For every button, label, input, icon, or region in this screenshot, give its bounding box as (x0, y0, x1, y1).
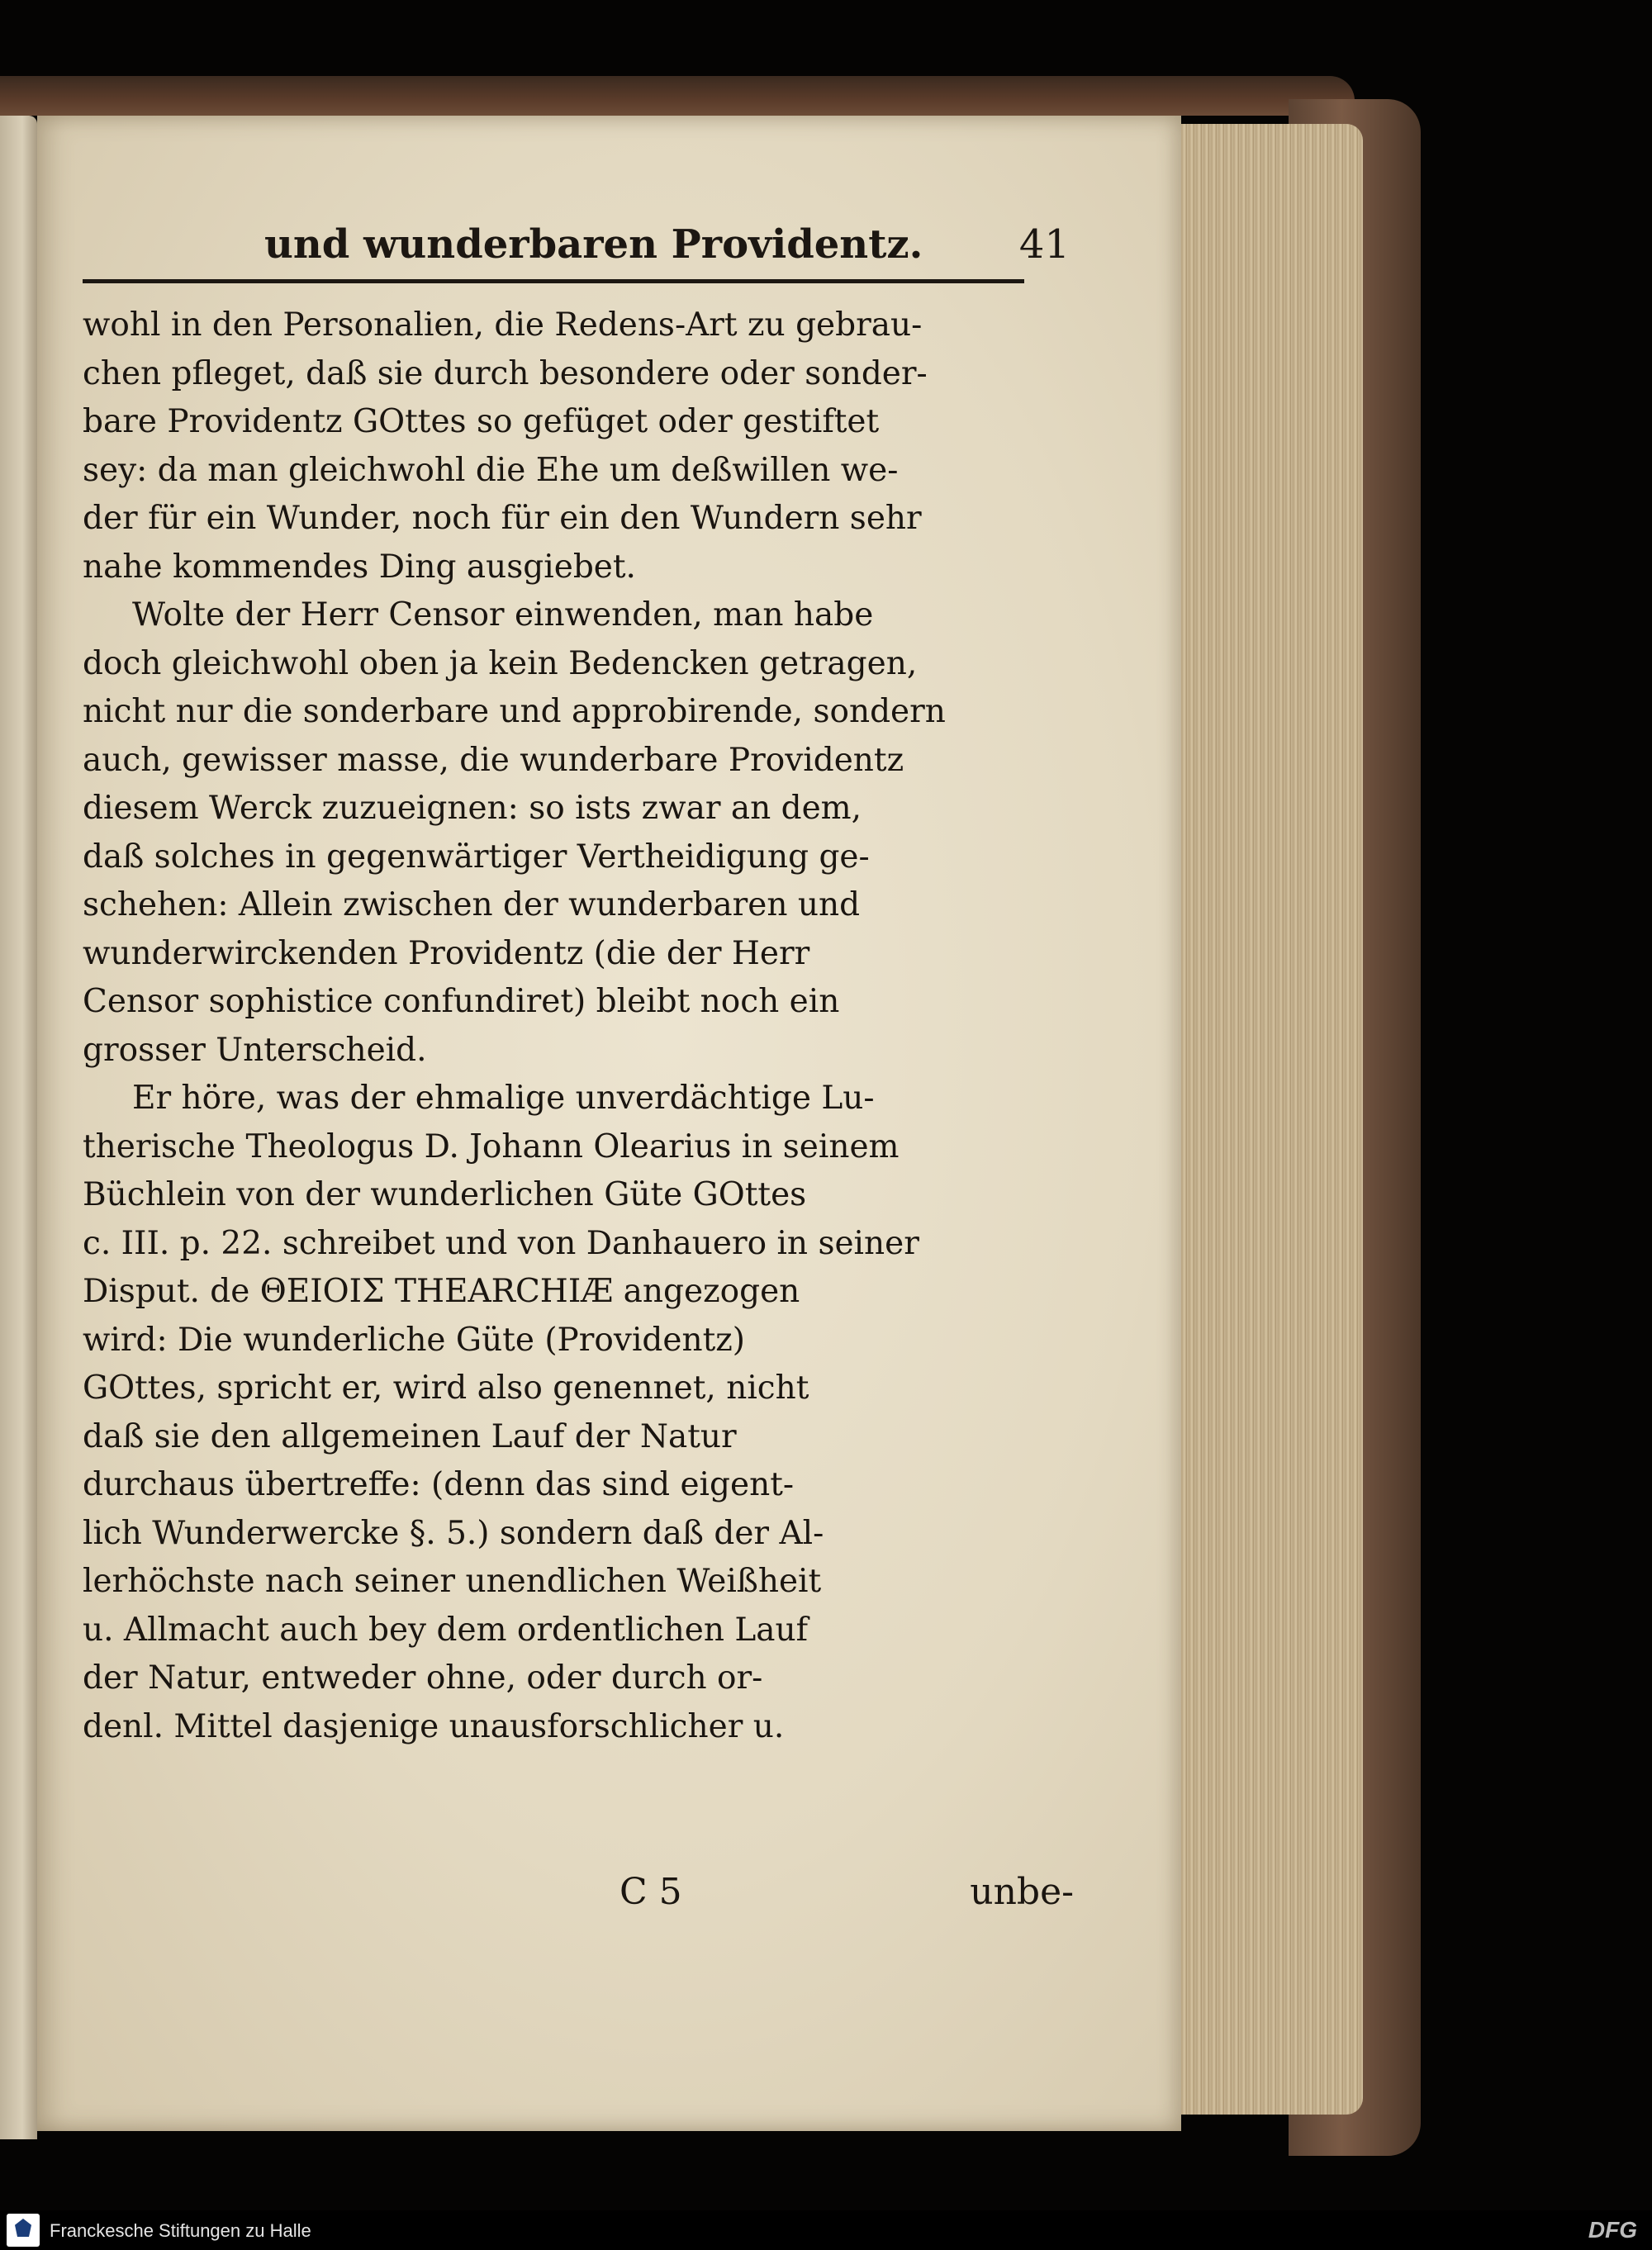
page-edges (1165, 124, 1363, 2115)
header-rule (83, 279, 1024, 283)
catchword: unbe- (970, 1871, 1074, 1913)
text-line: u. Allmacht auch bey dem ordentlichen Lauf (83, 1611, 809, 1649)
text-line: diesem Werck zuzueignen: so ists zwar an dem, (83, 790, 862, 827)
text-line: lerhöchste nach seiner unendlichen Weißheit (83, 1563, 822, 1600)
book-page (37, 116, 1181, 2131)
text-line: der für ein Wunder, noch für ein den Wundern sehr (83, 500, 922, 537)
text-line: durchaus übertreffe: (denn das sind eigent- (83, 1466, 795, 1503)
text-line: schehen: Allein zwischen der wunderbaren und (83, 886, 861, 923)
body-text (83, 301, 1074, 1751)
text-line: Büchlein von der wunderlichen Güte GOttes (83, 1176, 807, 1213)
text-line: daß solches in gegenwärtiger Vertheidigung ge- (83, 838, 870, 876)
text-line: bare Providentz GOttes so gefüget oder gestiftet (83, 403, 880, 440)
text-line: daß sie den allgemeinen Lauf der Natur (83, 1417, 737, 1455)
page-header (227, 213, 1070, 287)
text-line: sey: da man gleichwohl die Ehe um deßwillen we- (83, 451, 899, 489)
text-line: der Natur, entweder ohne, oder durch or- (83, 1659, 763, 1697)
institution-logo-icon (7, 2214, 40, 2247)
text-line: GOttes, spricht er, wird also genennet, nicht (83, 1369, 809, 1407)
running-title: und wunderbaren Providentz. (264, 221, 923, 268)
text-line: chen pfleget, daß sie durch besondere oder sonder- (83, 354, 928, 392)
text-line: wohl in den Personalien, die Redens-Art zu gebrau- (83, 306, 923, 344)
text-line: lich Wunderwercke §. 5.) sondern daß der Al- (83, 1514, 824, 1552)
book-cover-top (0, 76, 1355, 116)
page-footer-line (83, 1871, 1074, 1929)
text-line: wird: Die wunderliche Güte (Providentz) (83, 1321, 746, 1359)
text-line: grosser Unterscheid. (83, 1031, 427, 1069)
text-line: denl. Mittel dasjenige unausforschlicher u. (83, 1707, 785, 1745)
text-line: nicht nur die sonderbare und approbirende, sondern (83, 693, 946, 730)
text-line: c. III. p. 22. schreibet und von Danhauero in seiner (83, 1224, 919, 1262)
viewer-footer (0, 2210, 1652, 2250)
text-line: auch, gewisser masse, die wunderbare Providentz (83, 741, 904, 779)
institution-crest-icon (15, 2219, 31, 2237)
text-line: therische Theologus D. Johann Olearius in seinem (83, 1127, 900, 1165)
text-line: Wolte der Herr Censor einwenden, man habe (132, 596, 874, 634)
text-line: Er höre, was der ehmalige unverdächtige Lu- (132, 1080, 875, 1117)
facing-page-edge (0, 116, 37, 2139)
signature-mark: C 5 (620, 1871, 682, 1913)
text-line: nahe kommendes Ding ausgiebet. (83, 548, 636, 586)
text-line: doch gleichwohl oben ja kein Bedencken getragen, (83, 644, 918, 682)
institution-name: Franckesche Stiftungen zu Halle (50, 2220, 311, 2241)
text-line: wunderwirckenden Providentz (die der Herr (83, 934, 810, 972)
text-line: Censor sophistice confundiret) bleibt noch ein (83, 983, 840, 1020)
text-line: Disput. de ΘΕΙΟΙΣ THEARCHIÆ angezogen (83, 1273, 800, 1310)
dfg-logo: DFG (1588, 2217, 1637, 2243)
page-number: 41 (1018, 221, 1070, 268)
